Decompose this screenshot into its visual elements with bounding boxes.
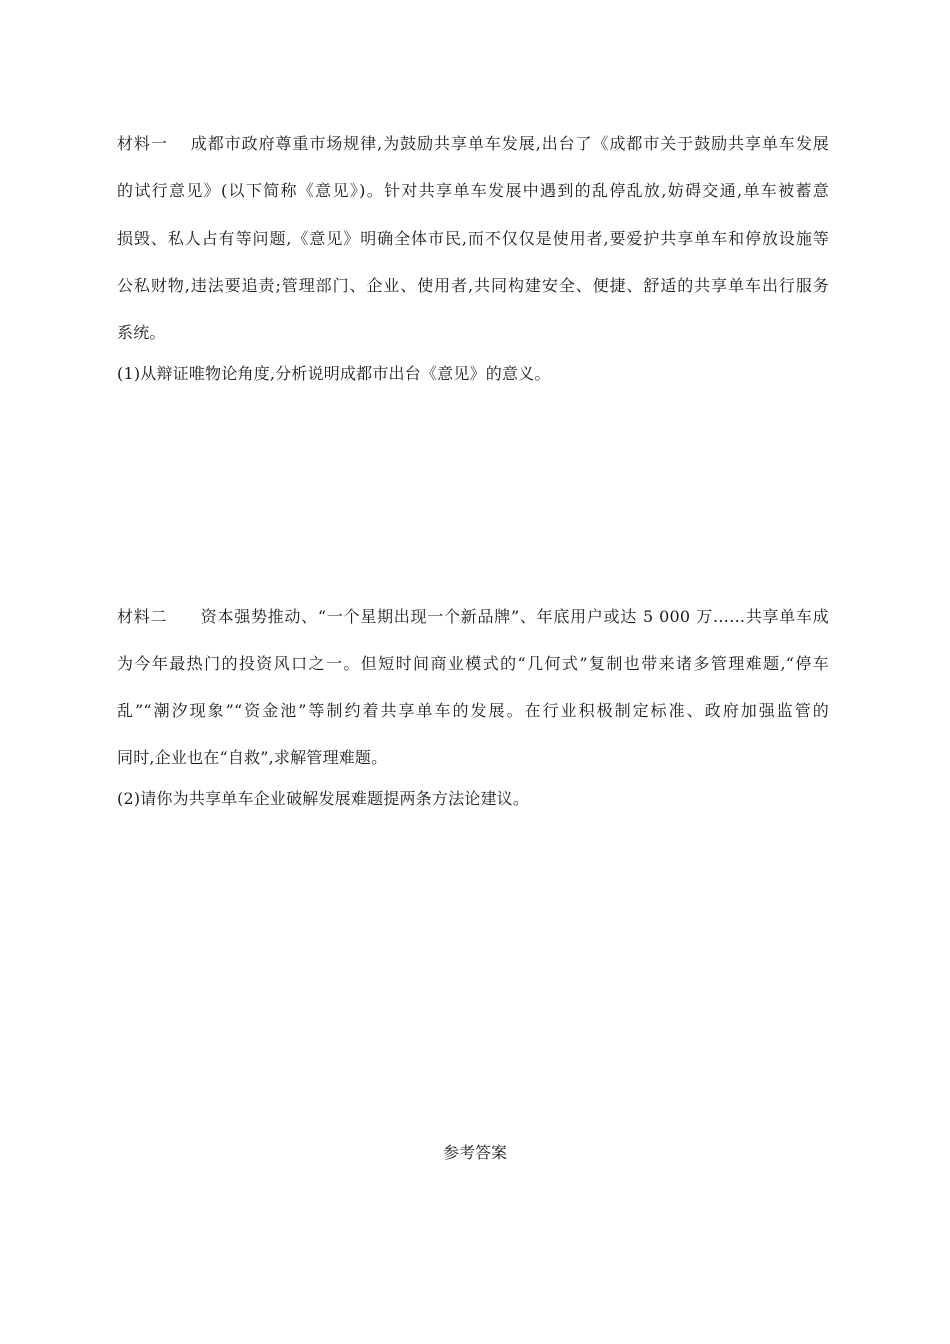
material2-line-1: 材料二 资本强势推动、“一个星期出现一个新品牌”、年底用户或达 5 000 万……共享单车成 (117, 607, 829, 626)
question-1: (1)从辩证唯物论角度,分析说明成都市出台《意见》的意义。 (117, 364, 551, 383)
material1-line-5: 系统。 (117, 323, 166, 342)
material1-line-4: 公私财物,违法要追责;管理部门、企业、使用者,共同构建安全、便捷、舒适的共享单车出行服务 (117, 276, 829, 295)
question-2: (2)请你为共享单车企业破解发展难题提两条方法论建议。 (117, 789, 530, 808)
material2-line-2: 为今年最热门的投资风口之一。但短时间商业模式的“几何式”复制也带来诸多管理难题,“停车 (117, 654, 829, 673)
material1-line-2: 的试行意见》(以下简称《意见》)。针对共享单车发展中遇到的乱停乱放,妨碍交通,单车被蓄意 (117, 181, 829, 200)
answer-heading: 参考答案 (442, 1143, 507, 1162)
material1-line-1: 材料一 成都市政府尊重市场规律,为鼓励共享单车发展,出台了《成都市关于鼓励共享单车发展 (117, 134, 829, 153)
material2-line-3: 乱”“潮汐现象”“资金池”等制约着共享单车的发展。在行业积极制定标准、政府加强监管的 (117, 701, 829, 720)
material2-line-4: 同时,企业也在“自救”,求解管理难题。 (117, 748, 388, 767)
material1-line-3: 损毁、私人占有等问题,《意见》明确全体市民,而不仅仅是使用者,要爱护共享单车和停放设施等 (117, 229, 829, 248)
